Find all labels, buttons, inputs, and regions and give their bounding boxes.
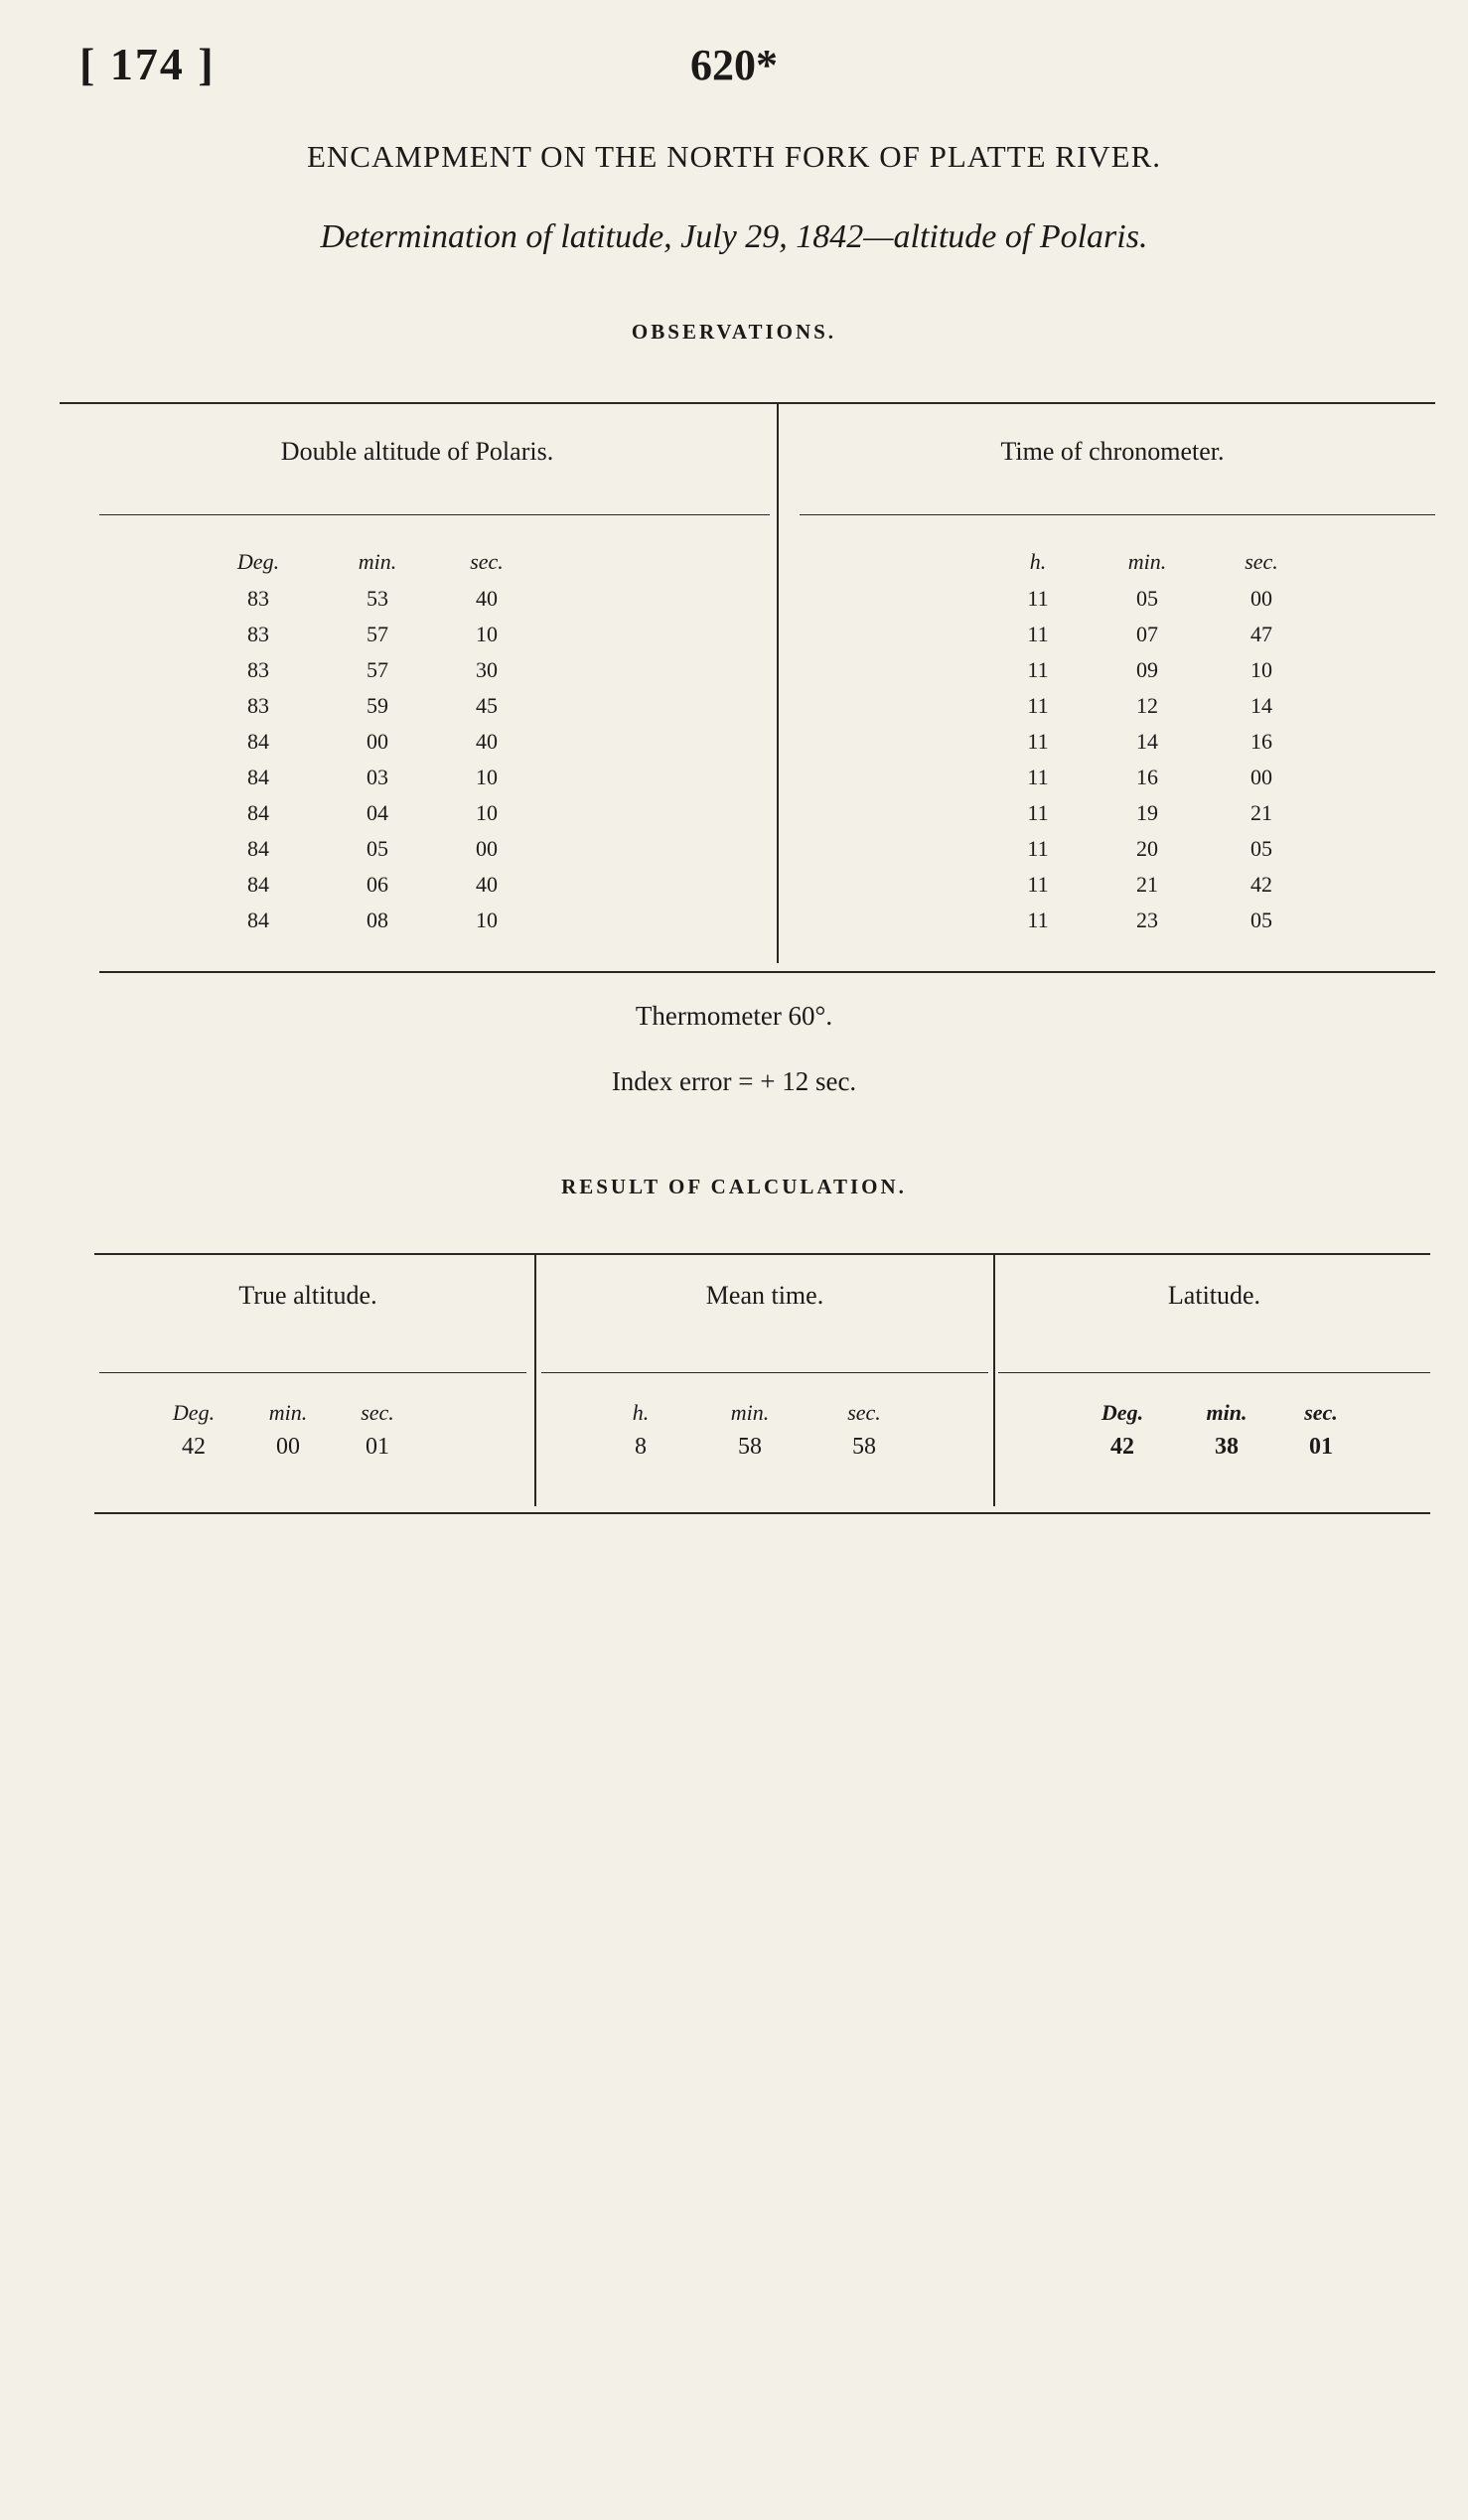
- mt-unit-sec: sec.: [847, 1400, 881, 1425]
- index-error-note: Index error = + 12 sec.: [611, 1066, 857, 1096]
- obs-min-cell: 57: [367, 622, 388, 646]
- obs-deg-cell: 83: [247, 622, 269, 646]
- obs-min-cell: 03: [367, 765, 388, 789]
- obs-sec-cell: 00: [476, 836, 498, 861]
- unit-deg: Deg.: [236, 549, 280, 574]
- observations-label: OBSERVATIONS.: [631, 320, 837, 344]
- obs-min-cell: 53: [367, 586, 388, 611]
- ta-unit-min: min.: [268, 1400, 308, 1425]
- obs-sec-cell: 10: [476, 800, 498, 825]
- obs-sec-cell: 10: [476, 765, 498, 789]
- mean-time-header: Mean time.: [705, 1281, 824, 1310]
- obs-min-cell: 05: [367, 836, 388, 861]
- unit-h: h.: [1029, 549, 1047, 574]
- obs-sec-cell: 10: [476, 908, 498, 932]
- obs-sec-cell: 40: [476, 729, 498, 754]
- obs-deg-cell: 84: [247, 836, 269, 861]
- obs-deg-cell: 83: [247, 586, 269, 611]
- true-altitude-rule: [99, 1372, 526, 1373]
- page-title: ENCAMPMENT ON THE NORTH FORK OF PLATTE RIVER.: [306, 139, 1162, 174]
- result-label: RESULT OF CALCULATION.: [561, 1175, 907, 1198]
- page-code: 620*: [690, 41, 778, 89]
- obs-deg-cell: 84: [247, 872, 269, 897]
- ta-value-min: 00: [276, 1434, 300, 1460]
- mean-time-rule: [541, 1372, 988, 1373]
- true-altitude-header: True altitude.: [238, 1281, 377, 1310]
- lat-value-deg: 42: [1110, 1434, 1134, 1460]
- obs-tmin-cell: 16: [1136, 765, 1158, 789]
- mt-unit-h: h.: [632, 1400, 650, 1425]
- result-top-rule: [94, 1253, 1430, 1255]
- obs-min-cell: 08: [367, 908, 388, 932]
- lat-unit-deg: Deg.: [1101, 1400, 1144, 1425]
- obs-tsec-cell: 00: [1250, 586, 1272, 611]
- obs-tmin-cell: 14: [1136, 729, 1158, 754]
- mt-value-sec: 58: [852, 1434, 876, 1460]
- obs-tsec-cell: 10: [1250, 657, 1272, 682]
- obs-tmin-cell: 21: [1136, 872, 1158, 897]
- result-bottom-rule: [94, 1512, 1430, 1514]
- obs-tmin-cell: 12: [1136, 693, 1158, 718]
- result-divider-1: [534, 1253, 536, 1506]
- ta-value-deg: 42: [182, 1434, 206, 1460]
- obs-sec-cell: 40: [476, 586, 498, 611]
- left-column-header: Double altitude of Polaris.: [280, 437, 554, 466]
- ta-unit-deg: Deg.: [172, 1400, 216, 1425]
- obs-tsec-cell: 00: [1250, 765, 1272, 789]
- obs-sec-cell: 40: [476, 872, 498, 897]
- lat-unit-sec: sec.: [1304, 1400, 1338, 1425]
- right-header-rule: [800, 514, 1435, 515]
- obs-deg-cell: 84: [247, 729, 269, 754]
- unit-tmin: min.: [1127, 549, 1167, 574]
- ta-value-sec: 01: [366, 1434, 389, 1460]
- latitude-header: Latitude.: [1167, 1281, 1261, 1310]
- page-number: [ 174 ]: [79, 39, 216, 89]
- lat-value-min: 38: [1215, 1434, 1239, 1460]
- obs-tsec-cell: 21: [1250, 800, 1272, 825]
- obs-tmin-cell: 19: [1136, 800, 1158, 825]
- obs-tsec-cell: 16: [1250, 729, 1272, 754]
- obs-tsec-cell: 05: [1250, 908, 1272, 932]
- obs-h-cell: 11: [1027, 908, 1049, 932]
- obs-deg-cell: 83: [247, 657, 269, 682]
- left-header-rule: [99, 514, 770, 515]
- right-column-header: Time of chronometer.: [1000, 437, 1225, 466]
- obs-min-cell: 04: [367, 800, 388, 825]
- obs-h-cell: 11: [1027, 800, 1049, 825]
- obs-min-cell: 00: [367, 729, 388, 754]
- ta-unit-sec: sec.: [361, 1400, 394, 1425]
- lat-value-sec: 01: [1309, 1434, 1333, 1460]
- obs-tmin-cell: 23: [1136, 908, 1158, 932]
- obs-deg-cell: 84: [247, 800, 269, 825]
- obs-sec-cell: 10: [476, 622, 498, 646]
- obs-h-cell: 11: [1027, 657, 1049, 682]
- obs-h-cell: 11: [1027, 836, 1049, 861]
- obs-deg-cell: 83: [247, 693, 269, 718]
- obs-min-cell: 06: [367, 872, 388, 897]
- obs-tmin-cell: 07: [1136, 622, 1158, 646]
- lat-unit-min: min.: [1206, 1400, 1248, 1425]
- latitude-rule: [998, 1372, 1430, 1373]
- table-column-divider: [777, 402, 779, 963]
- obs-sec-cell: 45: [476, 693, 498, 718]
- obs-tmin-cell: 09: [1136, 657, 1158, 682]
- obs-h-cell: 11: [1027, 693, 1049, 718]
- obs-h-cell: 11: [1027, 729, 1049, 754]
- obs-tsec-cell: 14: [1250, 693, 1272, 718]
- unit-min: min.: [358, 549, 397, 574]
- obs-tsec-cell: 42: [1250, 872, 1272, 897]
- obs-h-cell: 11: [1027, 872, 1049, 897]
- obs-min-cell: 59: [367, 693, 388, 718]
- obs-tmin-cell: 20: [1136, 836, 1158, 861]
- obs-h-cell: 11: [1027, 622, 1049, 646]
- unit-tsec: sec.: [1245, 549, 1278, 574]
- obs-deg-cell: 84: [247, 908, 269, 932]
- result-divider-2: [993, 1253, 995, 1506]
- table-top-rule: [60, 402, 1435, 404]
- mt-value-min: 58: [738, 1434, 762, 1460]
- mt-value-h: 8: [635, 1434, 647, 1460]
- obs-tsec-cell: 05: [1250, 836, 1272, 861]
- table-bottom-rule: [99, 971, 1435, 973]
- obs-tsec-cell: 47: [1250, 622, 1272, 646]
- obs-h-cell: 11: [1027, 586, 1049, 611]
- obs-h-cell: 11: [1027, 765, 1049, 789]
- obs-tmin-cell: 05: [1136, 586, 1158, 611]
- obs-sec-cell: 30: [476, 657, 498, 682]
- unit-sec: sec.: [470, 549, 504, 574]
- mt-unit-min: min.: [730, 1400, 770, 1425]
- obs-deg-cell: 84: [247, 765, 269, 789]
- page-subtitle: Determination of latitude, July 29, 1842—altitude of Polaris.: [320, 218, 1148, 255]
- obs-min-cell: 57: [367, 657, 388, 682]
- thermometer-note: Thermometer 60°.: [635, 1001, 833, 1031]
